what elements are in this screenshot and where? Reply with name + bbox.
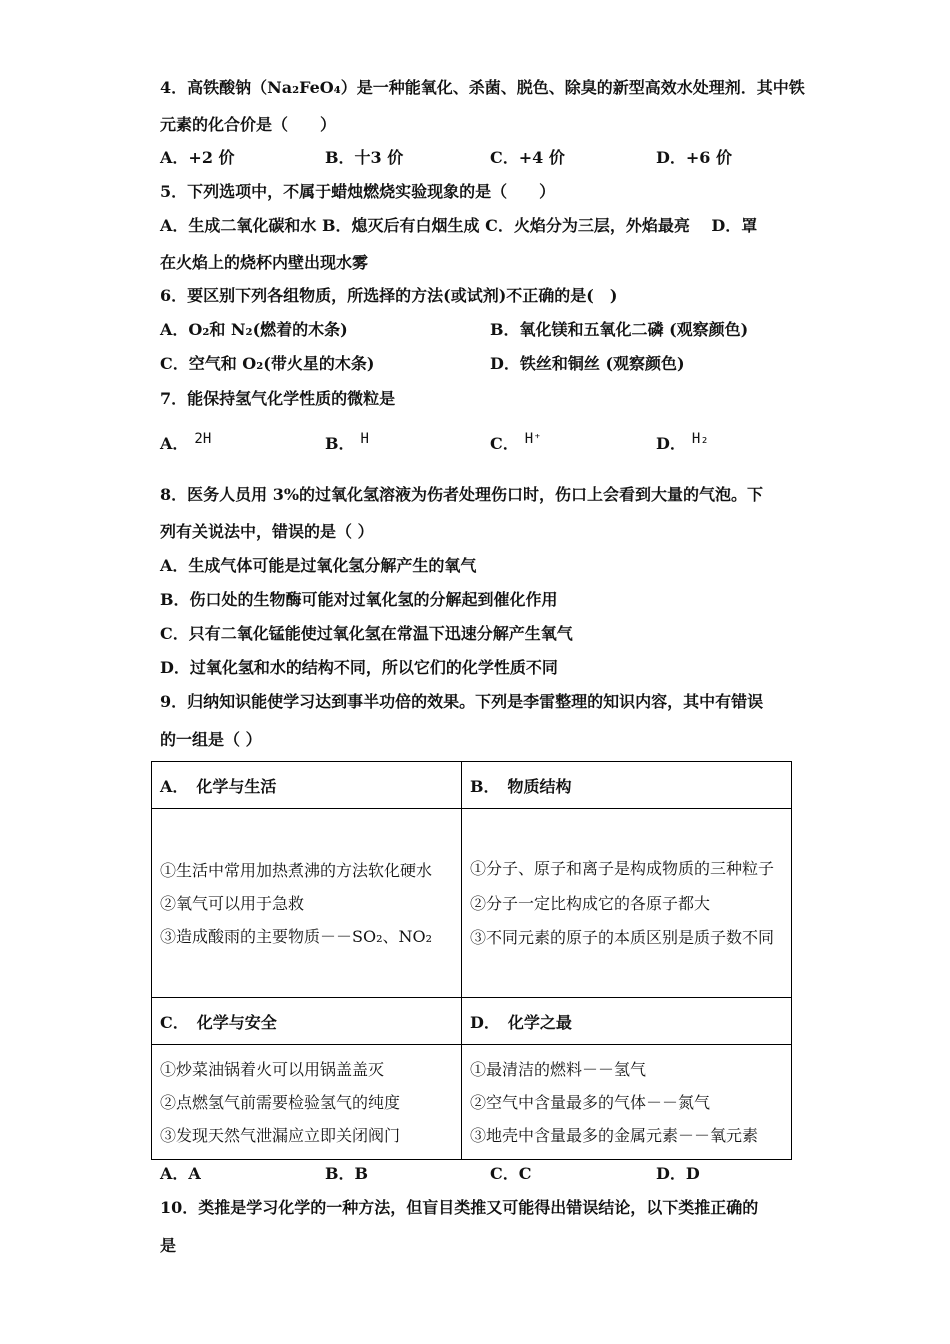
q7-option-c-formula: H⁺ — [524, 431, 542, 447]
q9-a-item-1: ①生活中常用加热煮沸的方法软化硬水 — [160, 860, 433, 880]
q9-cell-d-head: D． 化学之最 — [462, 998, 792, 1045]
q7-option-a-label: A． — [160, 434, 189, 453]
q6-option-a: A．O₂和 N₂(燃着的木条) — [160, 320, 348, 339]
q9-stem-line1: 9．归纳知识能使学习达到事半功倍的效果。下列是李雷整理的知识内容，其中有错误 — [160, 692, 764, 711]
q5-stem: 5．下列选项中，不属于蜡烛燃烧实验现象的是（ ） — [160, 182, 556, 201]
q7-stem: 7．能保持氢气化学性质的微粒是 — [160, 389, 396, 408]
q9-b-item-2: ②分子一定比构成它的各原子都大 — [470, 893, 711, 913]
q9-a-item-2: ②氧气可以用于急救 — [160, 893, 305, 913]
q5-options-line2: 在火焰上的烧杯内壁出现水雾 — [160, 253, 369, 272]
q4-option-d: D．+6 价 — [656, 148, 732, 167]
q6-option-c: C．空气和 O₂(带火星的木条) — [160, 354, 375, 373]
q4-option-b: B．十3 价 — [325, 148, 404, 167]
q9-cell-d-body — [462, 1045, 792, 1160]
q9-d-item-3: ③地壳中含量最多的金属元素－－氧元素 — [470, 1125, 759, 1145]
q7-option-a — [160, 431, 212, 455]
q9-c-item-2: ②点燃氢气前需要检验氢气的纯度 — [160, 1092, 401, 1112]
q8-option-a: A．生成气体可能是过氧化氢分解产生的氧气 — [160, 556, 477, 575]
q9-cell-a-body — [152, 809, 462, 998]
q7-option-b-formula: H — [360, 431, 369, 447]
q9-option-d: D．D — [656, 1164, 700, 1183]
q10-stem-line1: 10．类推是学习化学的一种方法，但盲目类推又可能得出错误结论，以下类推正确的 — [160, 1198, 759, 1217]
q4-stem-line2: 元素的化合价是（ ） — [160, 115, 337, 134]
q9-option-b: B．B — [325, 1164, 369, 1183]
q10-stem-line2: 是 — [160, 1236, 177, 1255]
q9-b-item-3: ③不同元素的原子的本质区别是质子数不同 — [470, 927, 775, 947]
q8-option-d: D．过氧化氢和水的结构不同，所以它们的化学性质不同 — [160, 658, 558, 677]
q7-option-c-label: C． — [490, 434, 519, 453]
q7-option-b — [325, 431, 369, 455]
q9-stem-line2: 的一组是（ ） — [160, 730, 262, 749]
q7-option-c — [490, 431, 542, 455]
q6-option-b: B．氧化镁和五氧化二磷 (观察颜色) — [490, 320, 749, 339]
q9-table — [151, 761, 792, 1160]
q9-a-item-3: ③造成酸雨的主要物质－－SO₂、NO₂ — [160, 926, 433, 946]
q8-stem-line1: 8．医务人员用 3%的过氧化氢溶液为伤者处理伤口时，伤口上会看到大量的气泡。下 — [160, 485, 764, 504]
q9-cell-c-head: C． 化学与安全 — [152, 998, 462, 1045]
q7-option-b-label: B． — [325, 434, 355, 453]
q7-option-a-formula: 2H — [194, 431, 212, 447]
q8-stem-line2: 列有关说法中，错误的是（ ） — [160, 522, 374, 541]
q4-option-c: C．+4 价 — [490, 148, 565, 167]
q9-c-item-3: ③发现天然气泄漏应立即关闭阀门 — [160, 1125, 401, 1145]
q9-d-item-1: ①最清洁的燃料－－氢气 — [470, 1059, 647, 1079]
q5-options-line1: A．生成二氧化碳和水 B．熄灭后有白烟生成 C．火焰分为三层，外焰最亮 D．罩 — [160, 216, 758, 235]
q6-option-d: D．铁丝和铜丝 (观察颜色) — [490, 354, 685, 373]
q9-option-c: C．C — [490, 1164, 532, 1183]
q7-option-d-formula: H₂ — [691, 431, 709, 447]
q9-cell-a-head: A． 化学与生活 — [152, 762, 462, 809]
q9-cell-b-body — [462, 809, 792, 998]
q9-option-a: A．A — [160, 1164, 201, 1183]
q7-option-d-label: D． — [656, 434, 686, 453]
q9-d-item-2: ②空气中含量最多的气体－－氮气 — [470, 1092, 711, 1112]
q7-option-d — [656, 431, 709, 455]
q6-stem: 6．要区别下列各组物质，所选择的方法(或试剂)不正确的是( ) — [160, 286, 618, 305]
q9-cell-c-body — [152, 1045, 462, 1160]
q8-option-c: C．只有二氧化锰能使过氧化氢在常温下迅速分解产生氧气 — [160, 624, 573, 643]
q9-cell-b-head: B． 物质结构 — [462, 762, 792, 809]
q4-stem-line1: 4．高铁酸钠（Na₂FeO₄）是一种能氧化、杀菌、脱色、除臭的新型高效水处理剂．其中铁 — [160, 78, 805, 97]
q9-c-item-1: ①炒菜油锅着火可以用锅盖盖灭 — [160, 1059, 385, 1079]
q8-option-b: B．伤口处的生物酶可能对过氧化氢的分解起到催化作用 — [160, 590, 558, 609]
q4-option-a: A．+2 价 — [160, 148, 235, 167]
q9-b-item-1: ①分子、原子和离子是构成物质的三种粒子 — [470, 858, 775, 878]
